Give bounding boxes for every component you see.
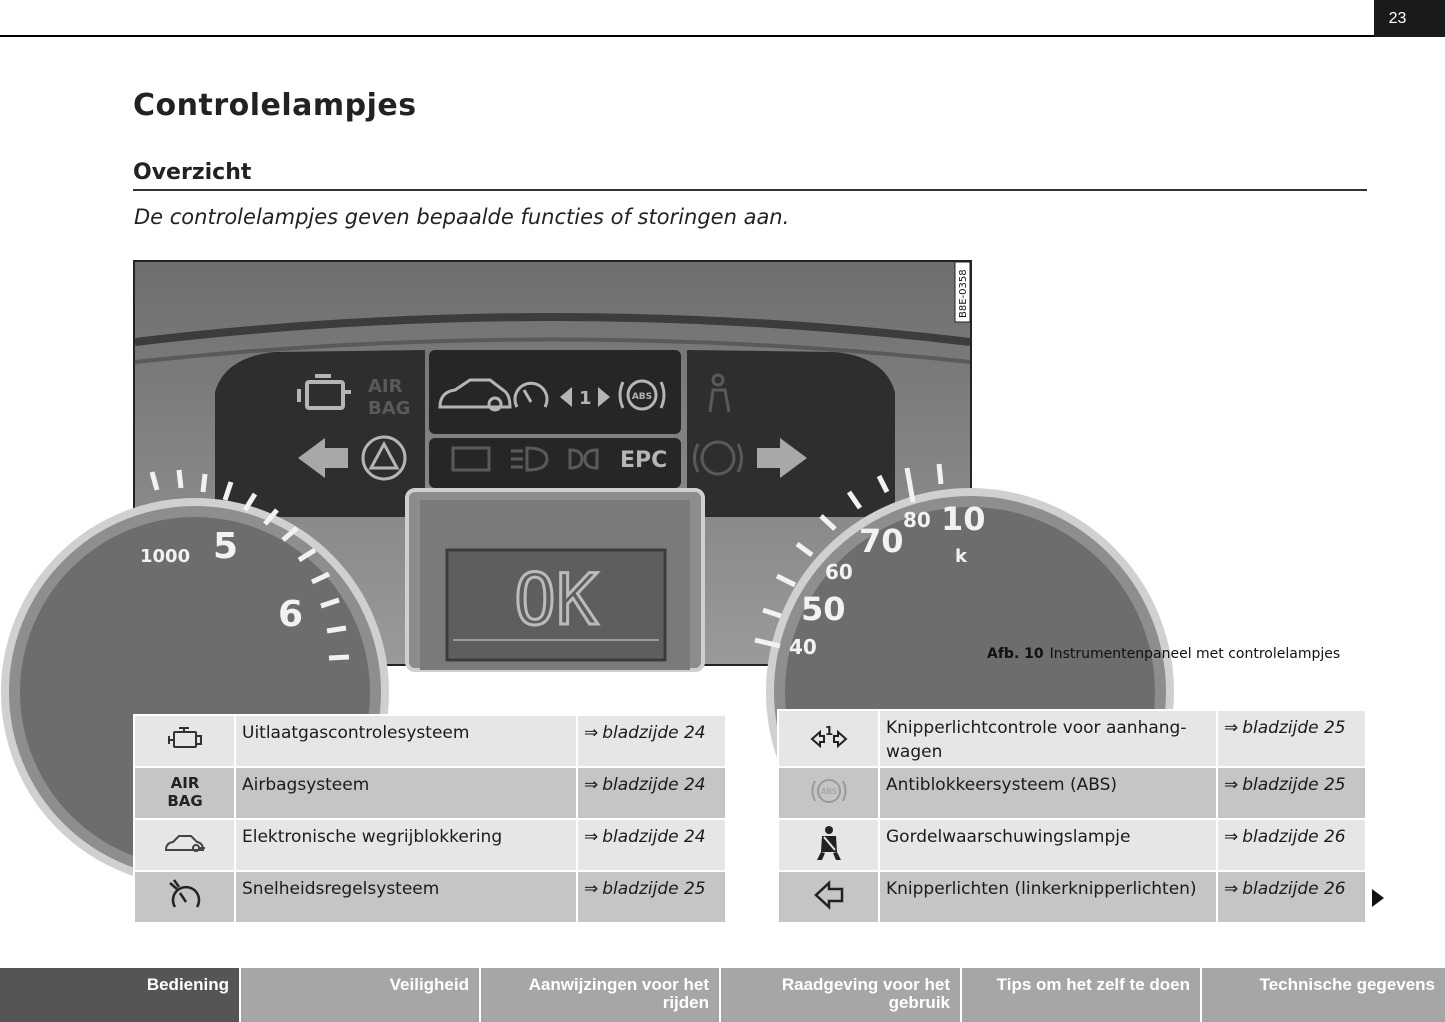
abs-icon: [809, 774, 849, 808]
svg-text:1: 1: [824, 724, 833, 738]
reference-text: bladzijde 24: [602, 775, 706, 795]
next-page-arrow-icon: [1372, 889, 1384, 907]
speed-40-text: 40: [789, 635, 817, 659]
table-row: [778, 819, 1366, 871]
speed-80-text: 80: [903, 508, 931, 532]
reference-text: bladzijde 24: [602, 827, 706, 847]
reference-arrow: ⇒: [584, 775, 599, 795]
table-row: [778, 871, 1366, 923]
panel-air-text: AIR: [368, 376, 403, 397]
icon-cell: [778, 819, 879, 871]
icon-cell: [778, 767, 879, 819]
table-row: [134, 871, 726, 923]
icon-cell: [134, 715, 235, 767]
indicator-label: Uitlaatgascontrolesysteem: [235, 715, 577, 767]
page-reference: [577, 819, 726, 871]
section-rule: [133, 189, 1367, 191]
tacho-6-text: 6: [278, 594, 304, 635]
icon-cell: [134, 819, 235, 871]
engine-icon: [165, 724, 205, 754]
tab-aanwijzingen[interactable]: Aanwijzingen voor het rijden: [481, 968, 721, 1022]
page-reference: [1217, 871, 1366, 923]
speed-60-text: 60: [825, 560, 853, 584]
page-reference: [1217, 767, 1366, 819]
reference-arrow: ⇒: [1224, 827, 1239, 847]
cruise-control-icon: [165, 877, 205, 913]
tab-raadgeving[interactable]: Raadgeving voor het gebruik: [721, 968, 962, 1022]
tacho-5-text: 5: [213, 526, 239, 567]
reference-arrow: ⇒: [1224, 879, 1239, 899]
reference-text: bladzijde 25: [1242, 718, 1346, 738]
car-key-icon: [163, 830, 207, 856]
reference-text: bladzijde 25: [602, 879, 706, 899]
reference-arrow: ⇒: [1224, 718, 1239, 738]
figure-caption: [987, 646, 1340, 662]
icon-cell: [778, 710, 879, 767]
svg-text:AIR: AIR: [170, 773, 199, 792]
figure-code-text: B8E-0358: [958, 269, 969, 318]
indicator-label: Knipperlichten (linkerknipperlichten): [879, 871, 1217, 923]
svg-text:ABS: ABS: [820, 786, 837, 796]
reference-arrow: ⇒: [584, 723, 599, 743]
svg-text:BAG: BAG: [166, 791, 203, 810]
footer-navigation: [0, 968, 1445, 1022]
table-row: [134, 767, 726, 819]
trailer-turn-icon: [809, 721, 849, 751]
tab-tips[interactable]: Tips om het zelf te doen: [962, 968, 1202, 1022]
indicator-label: Knipperlichtcontrole voor aanhang-wagen: [879, 710, 1217, 767]
airbag-icon: [165, 771, 205, 811]
speed-50-text: 50: [801, 590, 846, 628]
page-title: Controlelampjes: [133, 88, 417, 123]
left-arrow-icon: [813, 879, 845, 911]
speed-70-text: 70: [859, 522, 904, 560]
caption-label: Afb. 10: [987, 646, 1044, 662]
instrument-panel-illustration: [135, 262, 986, 664]
section-title: Overzicht: [133, 160, 252, 185]
trailer-turn-one-text: 1: [579, 388, 592, 409]
page-reference: [577, 767, 726, 819]
table-row: [134, 715, 726, 767]
indicator-label: Antiblokkeersysteem (ABS): [879, 767, 1217, 819]
indicator-label: Gordelwaarschuwingslampje: [879, 819, 1217, 871]
reference-text: bladzijde 26: [1242, 879, 1346, 899]
panel-abs-text: ABS: [631, 392, 653, 402]
display-ok-text: OK: [513, 559, 599, 641]
reference-text: bladzijde 25: [1242, 775, 1346, 795]
panel-epc-text: EPC: [620, 448, 668, 473]
reference-arrow: ⇒: [584, 827, 599, 847]
icon-cell: [778, 871, 879, 923]
left-indicator-table: [133, 714, 727, 924]
table-row: [134, 819, 726, 871]
panel-bag-text: BAG: [368, 398, 411, 419]
reference-text: bladzijde 26: [1242, 827, 1346, 847]
reference-text: bladzijde 24: [602, 723, 706, 743]
tab-veiligheid[interactable]: Veiligheid: [241, 968, 481, 1022]
reference-arrow: ⇒: [1224, 775, 1239, 795]
table-row: [778, 767, 1366, 819]
right-indicator-table: [777, 709, 1367, 924]
intro-text: De controlelampjes geven bepaalde functies of storingen aan.: [134, 205, 790, 229]
header-rule: [0, 35, 1445, 37]
indicator-label: Airbagsysteem: [235, 767, 577, 819]
page-reference: [577, 715, 726, 767]
speed-100-text: 10: [941, 500, 986, 538]
tacho-1000-text: 1000: [140, 546, 191, 567]
instrument-panel-figure: [133, 260, 986, 666]
tab-bediening[interactable]: Bediening: [0, 968, 241, 1022]
reference-arrow: ⇒: [584, 879, 599, 899]
page-reference: [577, 871, 726, 923]
page-reference: [1217, 710, 1366, 767]
page-number: 23: [1374, 0, 1445, 37]
speed-unit-text: k: [955, 546, 967, 567]
indicator-label: Elektronische wegrijblokkering: [235, 819, 577, 871]
table-row: [778, 710, 1366, 767]
caption-text: Instrumentenpaneel met controlelampjes: [1049, 646, 1341, 662]
icon-cell: [134, 767, 235, 819]
tab-technische-gegevens[interactable]: Technische gegevens: [1202, 968, 1445, 1022]
icon-cell: [134, 871, 235, 923]
page-reference: [1217, 819, 1366, 871]
seatbelt-icon: [814, 824, 844, 862]
indicator-label: Snelheidsregelsysteem: [235, 871, 577, 923]
